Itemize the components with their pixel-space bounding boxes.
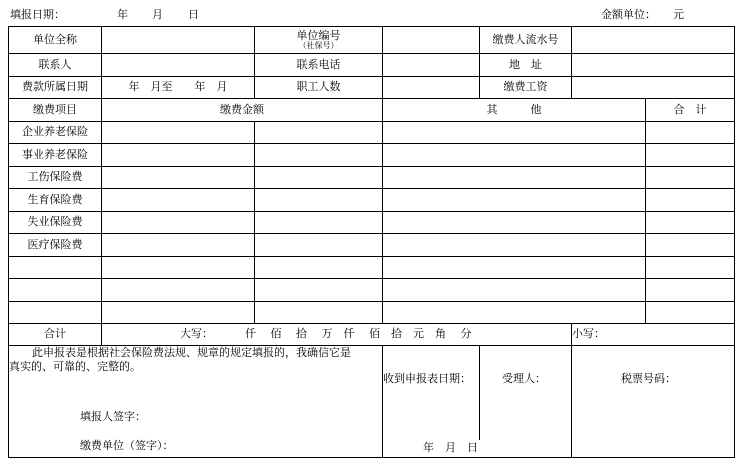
item-row-label: 工伤保险费 [27, 170, 83, 184]
unit-full-name-field[interactable] [102, 27, 254, 53]
col-header-total: 合 计 [673, 102, 707, 116]
header-year: 年 [117, 8, 128, 21]
employees-label: 职工人数 [296, 80, 341, 94]
declaration-line-1: 此申报表是根据社会保险费法规、规章的规定填报的，我确信它是 [32, 346, 351, 359]
item-row-label: 医疗保险费 [27, 237, 83, 251]
col-header-other: 其 他 [486, 102, 542, 116]
period-label: 费款所属日期 [22, 80, 88, 94]
item-row-label: 事业养老保险 [22, 147, 88, 161]
contact-field[interactable] [102, 54, 254, 76]
unit-code-label [255, 27, 382, 53]
payer-serial-label: 缴费人流水号 [492, 32, 559, 46]
capital-amount-label: 大写： [180, 327, 213, 340]
address-label: 地 址 [509, 57, 542, 71]
unit-full-name-label: 单位全称 [33, 32, 77, 46]
filler-signature-label: 填报人签字： [80, 410, 146, 423]
unit-code-subtext: （社保号） [298, 40, 339, 50]
amount-unit-label: 金额单位： [601, 8, 656, 21]
declaration-line-2: 真实的、可靠的、完整的。 [9, 360, 141, 373]
received-date-label: 收到申报表日期： [383, 372, 471, 385]
phone-field[interactable] [383, 54, 479, 76]
item-row-label: 失业保险费 [27, 215, 83, 229]
contact-label: 联系人 [38, 57, 72, 71]
received-date-ymd: 年 月 日 [423, 441, 478, 454]
receiver-label: 受理人： [502, 372, 546, 385]
total-row-label: 合计 [44, 327, 66, 341]
wage-label: 缴费工资 [503, 80, 548, 94]
fill-date-label: 填报日期： [10, 8, 65, 21]
payer-serial-field[interactable] [572, 27, 734, 53]
capital-amount-units: 仟 佰 拾 万 仟 佰 拾 元 角 分 [245, 327, 472, 340]
unit-code-field[interactable] [383, 27, 479, 53]
item-row-label: 企业养老保险 [22, 125, 88, 139]
tax-ticket-label: 税票号码： [621, 372, 676, 385]
payer-signature-label: 缴费单位（签字）： [80, 439, 174, 452]
address-field[interactable] [572, 54, 734, 76]
wage-field[interactable] [572, 77, 734, 98]
col-header-amount: 缴费金额 [220, 102, 264, 116]
amount-unit-value: 元 [673, 8, 684, 21]
item-row-label: 生育保险费 [27, 192, 83, 206]
phone-label: 联系电话 [296, 57, 341, 71]
unit-code-text: 单位编号 [296, 28, 341, 42]
period-field[interactable]: 年 月至 年 月 [128, 80, 228, 94]
employees-field[interactable] [383, 77, 479, 98]
header-day: 日 [188, 8, 199, 21]
lowercase-amount-label: 小写： [572, 327, 605, 340]
col-header-item: 缴费项目 [33, 102, 77, 116]
header-month: 月 [152, 8, 163, 21]
